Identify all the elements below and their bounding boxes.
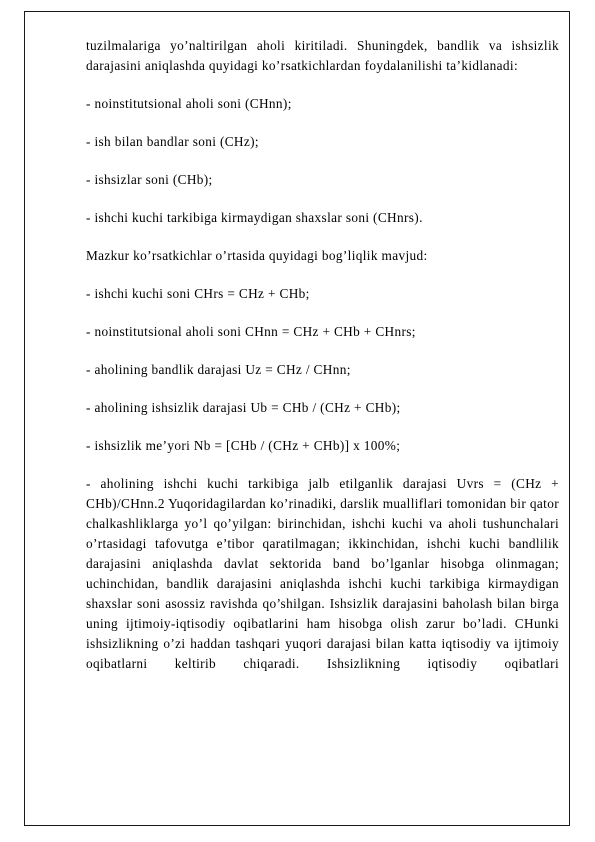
indicator-item: - ishchi kuchi tarkibiga kirmaydigan shaxslar soni (CHnrs).: [86, 210, 423, 225]
closing-paragraph: - aholining ishchi kuchi tarkibiga jalb etilganlik darajasi Uvrs = (CHz + CHb)/CHnn.2 Yuqoridagilardan ko’rinadiki, darslik mualliflari tomonidan bir qator chalkashliklarga yo’l qo’yilgan: birinchidan, ishchi kuchi va aholi tushunchalari o’rtasidagi tafovutga e’tibor qaratilmagan; ikkinchidan, ishchi kuchi bandlilik darajasini aniqlashda davlat sektorida band bo’lganlar hisobga olinmagan; uchinchidan, bandlik darajasini aniqlashda ishchi kuchi tarkibiga kirmaydigan shaxslar soni asossiz ravishda qo’shilgan. Ishsizlik darajasini baholash bilan birga uning ijtimoiy-iqtisodiy oqibatlarini ham hisobga olish zarur bo’ladi. CHunki ishsizlikning o’zi haddan tashqari yuqori darajasi bilan katta iqtisodiy va ijtimoiy oqibatlarni keltirib chiqaradi. Ishsizlikning iqtisodiy oqibatlari: [86, 476, 559, 671]
formula-item: - aholining ishsizlik darajasi Ub = CHb / (CHz + CHb);: [86, 400, 401, 415]
indicator-item: - ish bilan bandlar soni (CHz);: [86, 134, 259, 149]
indicator-item: - noinstitutsional aholi soni (CHnn);: [86, 96, 292, 111]
formula-item: - ishchi kuchi soni CHrs = CHz + CHb;: [86, 286, 310, 301]
document-body: [86, 36, 559, 674]
indicator-item: - ishsizlar soni (CHb);: [86, 172, 213, 187]
formula-item: - noinstitutsional aholi soni CHnn = CHz + CHb + CHnrs;: [86, 324, 416, 339]
relation-intro: Mazkur ko’rsatkichlar o’rtasida quyidagi bog’liqlik mavjud:: [86, 248, 428, 263]
formula-item: - ishsizlik me’yori Nb = [CHb / (CHz + CHb)] x 100%;: [86, 438, 401, 453]
intro-paragraph: tuzilmalariga yo’naltirilgan aholi kiritiladi. Shuningdek, bandlik va ishsizlik darajasini aniqlashda quyidagi ko’rsatkichlardan foydalanilishi ta’kidlanadi:: [86, 38, 559, 73]
formula-item: - aholining bandlik darajasi Uz = CHz / CHnn;: [86, 362, 351, 377]
